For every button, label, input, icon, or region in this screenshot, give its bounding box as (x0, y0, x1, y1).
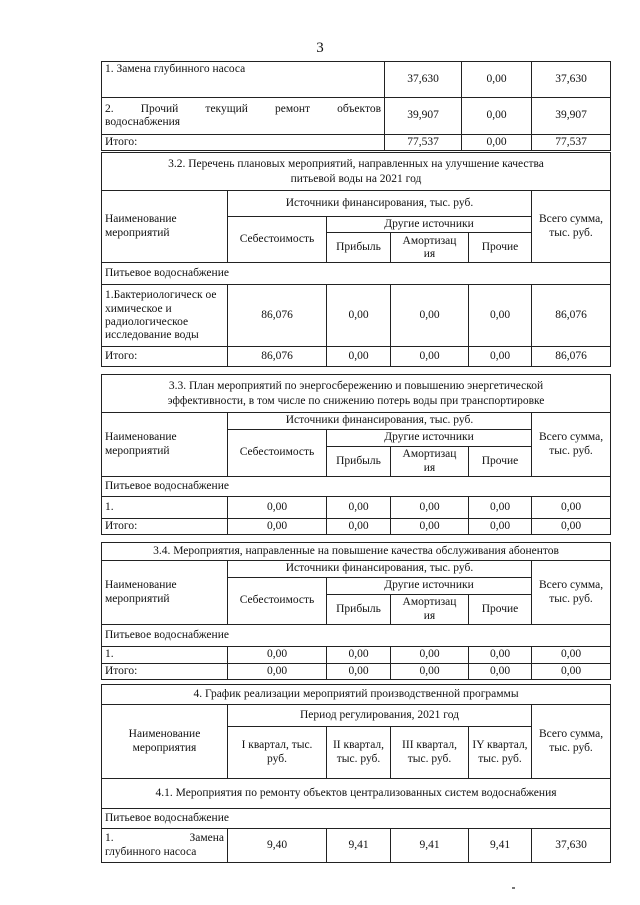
subsection-title: 4.1. Мероприятия по ремонту объектов централизованных систем водоснабжения (102, 779, 611, 809)
total-row (102, 135, 611, 151)
subhead: Питьевое водоснабжение (102, 809, 611, 829)
cell-profit: 0,00 (327, 347, 391, 367)
cell-total: 37,630 (532, 829, 611, 863)
cell-value: 37,630 (532, 62, 611, 98)
header-name: Наименование мероприятий (102, 191, 228, 263)
section-title: 3.4. Мероприятия, направленные на повышение качества обслуживания абонентов (102, 543, 611, 561)
cell-misc: 0,00 (469, 664, 532, 680)
table-row (102, 62, 611, 98)
cell-amort: 0,00 (391, 285, 469, 347)
section-3-4-table (101, 542, 610, 680)
header-amort-line2: ия (423, 609, 436, 622)
header-total: Всего сумма, тыс. руб. (532, 191, 611, 263)
header-total: Всего сумма, тыс. руб. (532, 705, 611, 779)
cell-amort: 0,00 (391, 519, 469, 535)
header-name: Наименование мероприятий (102, 413, 228, 477)
cell-value: 0,00 (462, 62, 532, 98)
cell-q1: 9,40 (228, 829, 327, 863)
header-misc: Прочие (469, 595, 532, 625)
header-amort-line2: ия (423, 461, 436, 474)
row-name: 1. (102, 497, 228, 519)
total-row (102, 519, 611, 535)
header-sources: Источники финансирования, тыс. руб. (228, 413, 532, 430)
cell-q3: 9,41 (391, 829, 469, 863)
cell-cost: 0,00 (228, 647, 327, 664)
total-label: Итого: (102, 664, 228, 680)
cell-value: 77,537 (385, 135, 462, 151)
header-amort-line1: Амортизац (402, 596, 457, 609)
header-q4: IY квартал, тыс. руб. (469, 727, 532, 779)
cell-amort: 0,00 (391, 497, 469, 519)
cell-profit: 0,00 (327, 664, 391, 680)
header-other: Другие источники (327, 430, 532, 447)
table-row (102, 497, 611, 519)
subhead: Питьевое водоснабжение (102, 477, 611, 497)
header-period: Период регулирования, 2021 год (228, 705, 532, 727)
cell-misc: 0,00 (469, 647, 532, 664)
header-amortization (391, 233, 469, 263)
cell-misc: 0,00 (469, 285, 532, 347)
total-row (102, 347, 611, 367)
header-misc: Прочие (469, 233, 532, 263)
header-amort-line1: Амортизац (402, 234, 457, 247)
table-row (102, 98, 611, 135)
table-row (102, 829, 611, 863)
header-amortization (391, 447, 469, 477)
cell-amort: 0,00 (391, 347, 469, 367)
section-title (102, 153, 611, 191)
header-name: Наименование мероприятий (102, 561, 228, 625)
section-title: 4. График реализации мероприятий производственной программы (102, 685, 611, 705)
row-name-line1: 2. Прочий текущий ремонт объектов (105, 102, 381, 115)
cell-profit: 0,00 (327, 497, 391, 519)
cell-profit: 0,00 (327, 519, 391, 535)
header-profit: Прибыль (327, 447, 391, 477)
section-title-line1: 3.2. Перечень плановых мероприятий, направленных на улучшение качества (168, 158, 544, 171)
row-name (102, 829, 228, 863)
header-amortization (391, 595, 469, 625)
cell-cost: 0,00 (228, 664, 327, 680)
row-name-line2: глубинного насоса (105, 845, 197, 858)
header-cost: Себестоимость (228, 217, 327, 263)
header-cost: Себестоимость (228, 578, 327, 625)
row-name: 1. (102, 647, 228, 664)
page-number: 3 (316, 40, 324, 56)
row-name (102, 98, 385, 135)
header-total: Всего сумма, тыс. руб. (532, 413, 611, 477)
cell-total: 86,076 (532, 285, 611, 347)
cell-misc: 0,00 (469, 347, 532, 367)
cell-value: 0,00 (462, 98, 532, 135)
cell-cost: 86,076 (228, 285, 327, 347)
cell-value: 39,907 (385, 98, 462, 135)
cell-cost: 86,076 (228, 347, 327, 367)
header-sources: Источники финансирования, тыс. руб. (228, 561, 532, 578)
cell-total: 0,00 (532, 497, 611, 519)
cell-total: 0,00 (532, 647, 611, 664)
row-name-line2: водоснабжения (105, 116, 181, 128)
cell-cost: 0,00 (228, 497, 327, 519)
cell-amort: 0,00 (391, 647, 469, 664)
header-misc: Прочие (469, 447, 532, 477)
cell-profit: 0,00 (327, 285, 391, 347)
header-q3: III квартал, тыс. руб. (391, 727, 469, 779)
cell-q4: 9,41 (469, 829, 532, 863)
header-total: Всего сумма, тыс. руб. (532, 561, 611, 625)
cell-profit: 0,00 (327, 647, 391, 664)
header-q2: II квартал, тыс. руб. (327, 727, 391, 779)
cell-misc: 0,00 (469, 519, 532, 535)
header-cost: Себестоимость (228, 430, 327, 477)
header-other: Другие источники (327, 217, 532, 233)
section-3-2-table (101, 152, 610, 367)
repair-table (101, 61, 610, 151)
section-title-line1: 3.3. План мероприятий по энергосбережению и повышению энергетической (168, 380, 544, 393)
cell-value: 39,907 (532, 98, 611, 135)
section-4-table (101, 684, 610, 863)
subhead: Питьевое водоснабжение (102, 263, 611, 285)
row-name-line1: 1. Замена (105, 832, 224, 845)
cell-value: 0,00 (462, 135, 532, 151)
header-amort-line1: Амортизац (402, 448, 457, 461)
row-name: 1.Бактериологическ ое химическое и радиологическое исследование воды (102, 285, 228, 347)
cell-misc: 0,00 (469, 497, 532, 519)
total-row (102, 664, 611, 680)
total-label: Итого: (102, 519, 228, 535)
cell-value: 37,630 (385, 62, 462, 98)
header-profit: Прибыль (327, 233, 391, 263)
subhead: Питьевое водоснабжение (102, 625, 611, 647)
cell-cost: 0,00 (228, 519, 327, 535)
cell-q2: 9,41 (327, 829, 391, 863)
total-label: Итого: (102, 135, 385, 151)
section-title (102, 375, 611, 413)
total-label: Итого: (102, 347, 228, 367)
cell-value: 77,537 (532, 135, 611, 151)
row-name: 1. Замена глубинного насоса (102, 62, 385, 98)
section-title-line2: питьевой воды на 2021 год (290, 172, 422, 185)
header-sources: Источники финансирования, тыс. руб. (228, 191, 532, 217)
cell-total: 0,00 (532, 519, 611, 535)
section-3-3-table (101, 374, 610, 535)
cell-total: 86,076 (532, 347, 611, 367)
scan-mark (512, 887, 515, 889)
header-profit: Прибыль (327, 595, 391, 625)
header-q1: I квартал, тыс. руб. (228, 727, 327, 779)
cell-total: 0,00 (532, 664, 611, 680)
header-other: Другие источники (327, 578, 532, 595)
section-title-line2: эффективности, в том числе по снижению потерь воды при транспортировке (167, 394, 545, 407)
header-amort-line2: ия (423, 247, 436, 260)
header-name: Наименование мероприятия (102, 705, 228, 779)
table-row (102, 647, 611, 664)
table-row (102, 285, 611, 347)
cell-amort: 0,00 (391, 664, 469, 680)
